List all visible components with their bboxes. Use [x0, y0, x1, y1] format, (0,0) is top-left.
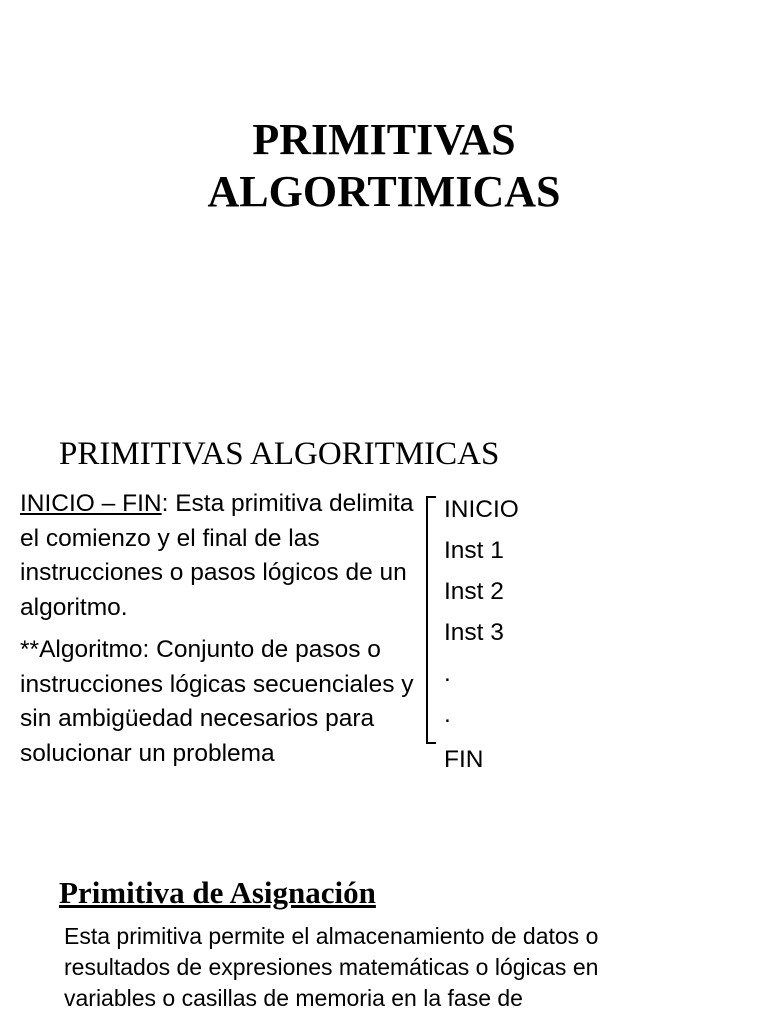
title-line-2: ALGORTIMICAS — [207, 167, 561, 216]
paragraph-line: variables o casillas de memoria en la fase de — [64, 985, 523, 1011]
pseudo-line: Inst 2 — [444, 578, 504, 605]
paragraph-line: resultados de expresiones matemáticas o lógicas en — [64, 954, 599, 980]
section-heading: PRIMITIVAS ALGORITMICAS — [59, 436, 500, 472]
inicio-fin-text: : Esta primitiva delimita el comienzo y el final de las instrucciones o pasos lógicos de un algoritmo. — [20, 490, 414, 621]
pseudo-line: Inst 1 — [444, 537, 504, 564]
inicio-fin-term: INICIO – FIN — [20, 490, 162, 517]
pseudocode-bracket — [426, 496, 436, 744]
asignacion-paragraph — [64, 921, 754, 1014]
pseudocode-list — [444, 489, 519, 780]
slide-title — [0, 114, 768, 218]
pseudo-line: Inst 3 — [444, 619, 504, 646]
title-line-1: PRIMITIVAS — [252, 115, 516, 164]
pseudo-line: . — [444, 701, 451, 728]
inicio-fin-definition — [20, 487, 415, 625]
pseudo-line: FIN — [444, 746, 484, 773]
algoritmo-definition: **Algoritmo: Conjunto de pasos o instrucciones lógicas secuenciales y sin ambigüedad necesarios para solucionar un problema — [20, 636, 414, 767]
pseudo-line: INICIO — [444, 496, 519, 523]
pseudo-line: . — [444, 660, 451, 687]
paragraph-line: Esta primitiva permite el almacenamiento de datos o — [64, 923, 599, 949]
asignacion-heading: Primitiva de Asignación — [59, 875, 376, 910]
definition-column — [20, 487, 415, 771]
